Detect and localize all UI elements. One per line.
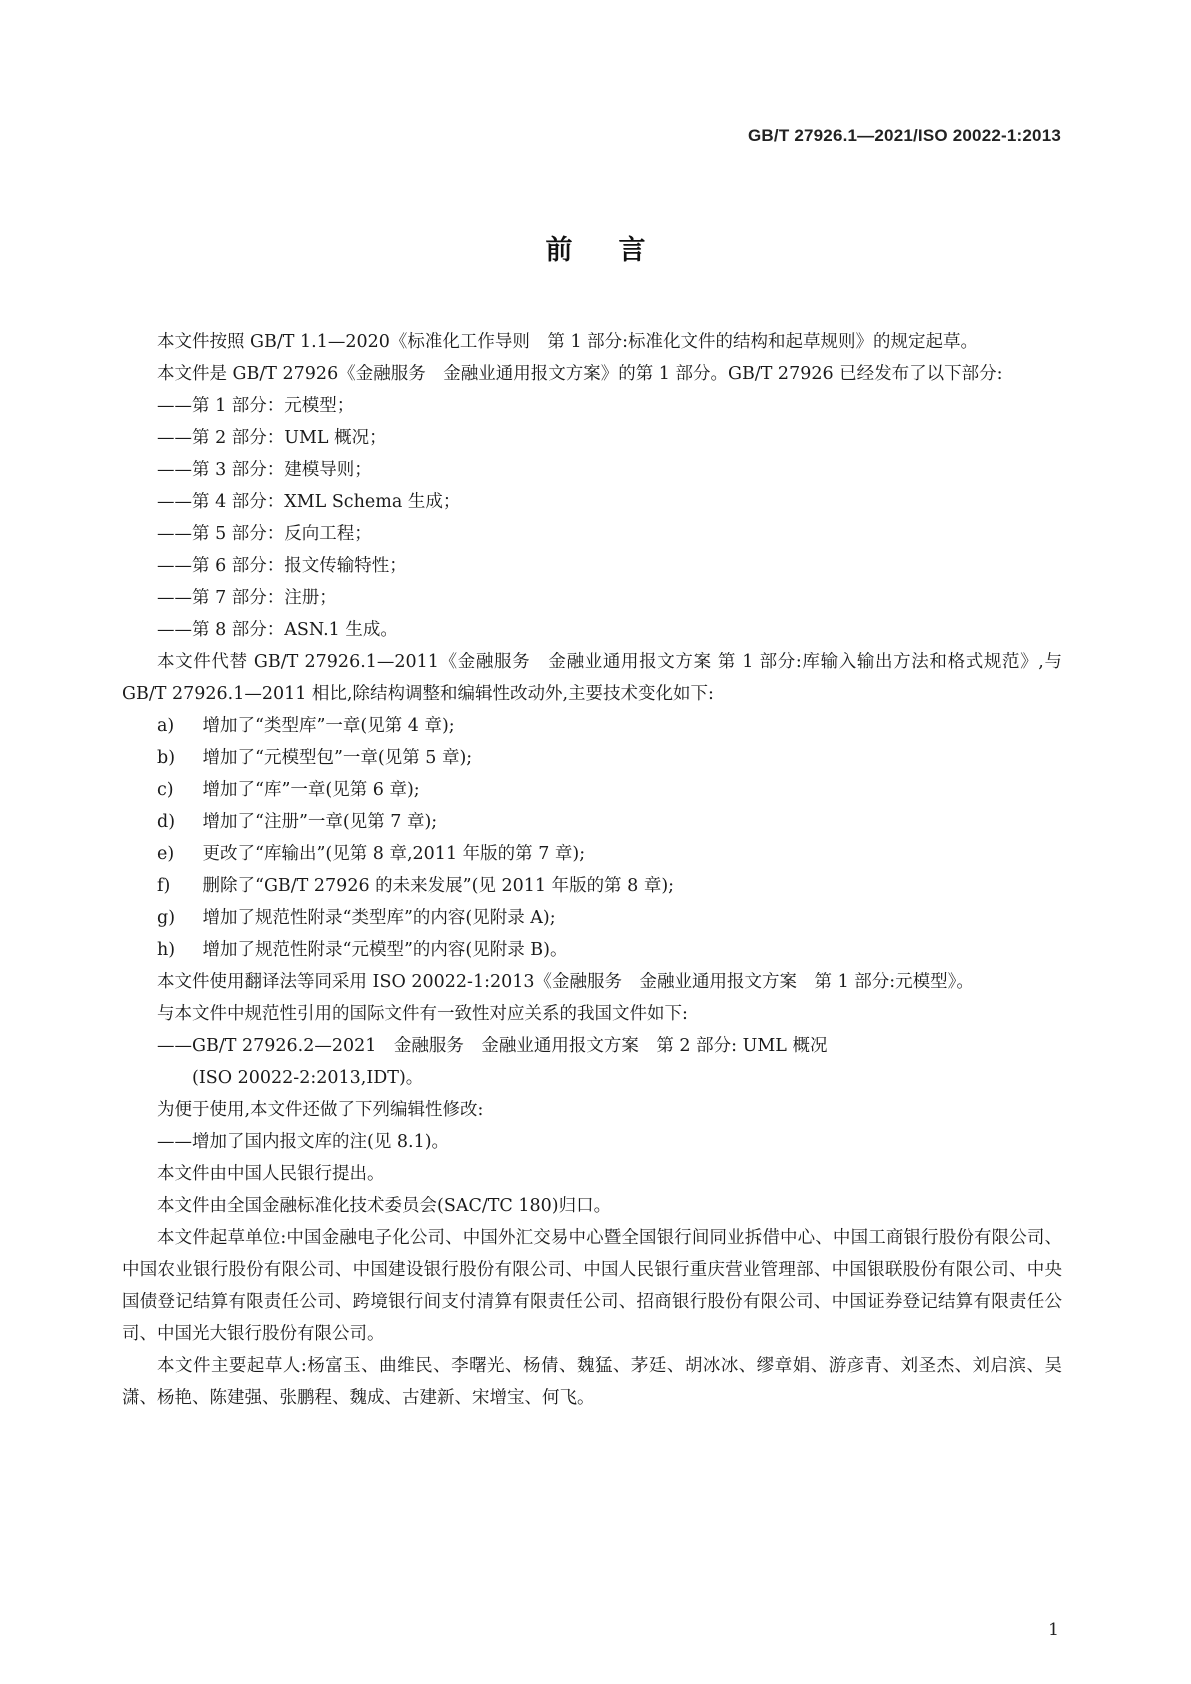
- page-title: 前言: [545, 235, 692, 266]
- list-item-text: 删除了“GB/T 27926 的未来发展”(见 2011 年版的第 8 章);: [202, 876, 675, 896]
- list-item-reference-continued: (ISO 20022-2:2013,IDT)。: [192, 1068, 424, 1088]
- paragraph-series-intro: 本文件是 GB/T 27926《金融服务 金融业通用报文方案》的第 1 部分。GB/T 27926 已经发布了以下部分:: [157, 364, 1003, 384]
- list-item-change: [122, 710, 1062, 742]
- list-item-part: ——第 1 部分：元模型；: [157, 396, 355, 416]
- list-item-change: [122, 870, 1062, 902]
- paragraph-drafting-units: 本文件起草单位:中国金融电子化公司、中国外汇交易中心暨全国银行间同业拆借中心、中国工商银行股份有限公司、中国农业银行股份有限公司、中国建设银行股份有限公司、中国人民银行重庆营业管理部、中国银联股份有限公司、中央国债登记结算有限责任公司、跨境银行间支付清算有限责任公司、招商银行股份有限公司、中国证券登记结算有限责任公司、中国光大银行股份有限公司。: [122, 1228, 1062, 1344]
- standard-code-header: GB/T 27926.1—2021/ISO 20022-1:2013: [748, 126, 1061, 145]
- list-item-change: [122, 806, 1062, 838]
- paragraph-committee: 本文件由全国金融标准化技术委员会(SAC/TC 180)归口。: [157, 1196, 612, 1216]
- paragraph-drafting-rules: 本文件按照 GB/T 1.1—2020《标准化工作导则 第 1 部分:标准化文件的结构和起草规则》的规定起草。: [157, 332, 979, 352]
- list-item-label: c): [157, 780, 174, 800]
- foreword-body: [122, 326, 1062, 1414]
- list-item-part: ——第 2 部分：UML 概况；: [157, 428, 387, 448]
- paragraph-proposer: 本文件由中国人民银行提出。: [157, 1164, 385, 1184]
- list-item-label: d): [157, 812, 176, 832]
- list-item-part: ——第 7 部分：注册；: [157, 588, 337, 608]
- list-item-label: a): [157, 716, 175, 736]
- list-item-label: b): [157, 748, 176, 768]
- paragraph-adoption: 本文件使用翻译法等同采用 ISO 20022-1:2013《金融服务 金融业通用报文方案 第 1 部分:元模型》。: [157, 972, 974, 992]
- list-item-part: ——第 6 部分：报文传输特性；: [157, 556, 407, 576]
- list-item-text: 增加了“库”一章(见第 6 章);: [202, 780, 420, 800]
- list-item-label: e): [157, 844, 175, 864]
- list-item-part: ——第 8 部分：ASN.1 生成。: [157, 620, 398, 640]
- list-item-change: [122, 838, 1062, 870]
- list-item-part: ——第 4 部分：XML Schema 生成；: [157, 492, 461, 512]
- paragraph-replacement: 本文件代替 GB/T 27926.1—2011《金融服务 金融业通用报文方案 第 1 部分:库输入输出方法和格式规范》,与 GB/T 27926.1—2011 相比,除结构调整和编辑性改动外,主要技术变化如下:: [122, 652, 1062, 704]
- list-item-part: ——第 3 部分：建模导则；: [157, 460, 372, 480]
- list-item-text: 增加了“元模型包”一章(见第 5 章);: [202, 748, 473, 768]
- list-item-label: f): [157, 876, 171, 896]
- list-item-change: [122, 902, 1062, 934]
- paragraph-editorial: 为便于使用,本文件还做了下列编辑性修改:: [157, 1100, 484, 1120]
- list-item-label: h): [157, 940, 176, 960]
- list-item-text: 增加了规范性附录“类型库”的内容(见附录 A);: [202, 908, 556, 928]
- list-item-text: 增加了“注册”一章(见第 7 章);: [202, 812, 438, 832]
- list-item-editorial: ——增加了国内报文库的注(见 8.1)。: [157, 1132, 450, 1152]
- list-item-text: 更改了“库输出”(见第 8 章,2011 年版的第 7 章);: [202, 844, 586, 864]
- list-item-reference: ——GB/T 27926.2—2021 金融服务 金融业通用报文方案 第 2 部分: UML 概况: [157, 1036, 828, 1056]
- list-item-label: g): [157, 908, 176, 928]
- list-item-change: [122, 934, 1062, 966]
- list-item-text: 增加了规范性附录“元模型”的内容(见附录 B)。: [202, 940, 568, 960]
- list-item-change: [122, 774, 1062, 806]
- paragraph-correspondence: 与本文件中规范性引用的国际文件有一致性对应关系的我国文件如下:: [157, 1004, 688, 1024]
- list-item-change: [122, 742, 1062, 774]
- list-item-text: 增加了“类型库”一章(见第 4 章);: [202, 716, 455, 736]
- page-number: 1: [1048, 1620, 1059, 1640]
- list-item-part: ——第 5 部分：反向工程；: [157, 524, 372, 544]
- paragraph-drafters: 本文件主要起草人:杨富玉、曲维民、李曙光、杨倩、魏猛、茅廷、胡冰冰、缪章娟、游彦青、刘圣杰、刘启滨、吴潇、杨艳、陈建强、张鹏程、魏成、古建新、宋增宝、何飞。: [122, 1356, 1062, 1408]
